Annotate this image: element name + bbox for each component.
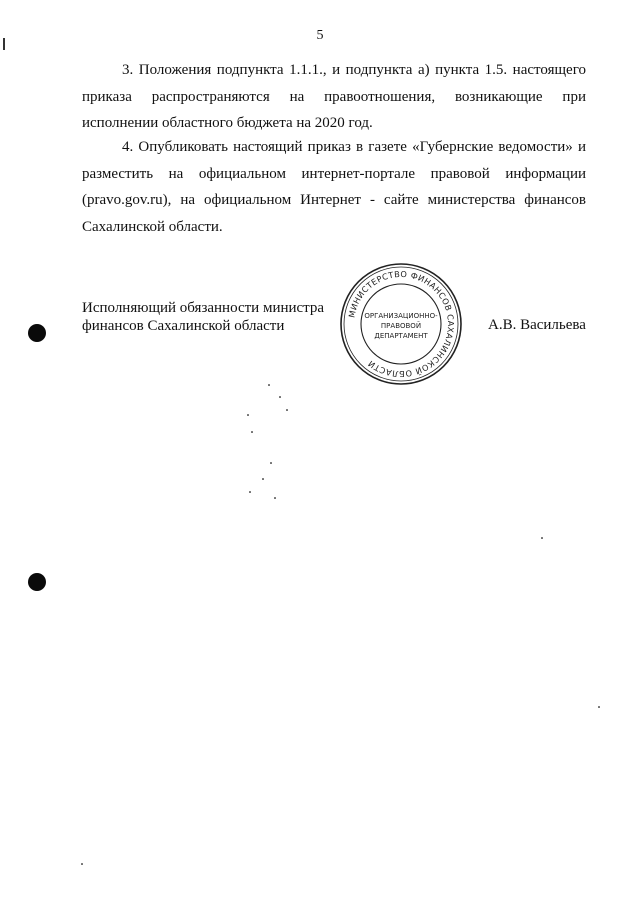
paragraph-3-line-3: исполнении областного бюджета на 2020 год. (82, 115, 373, 131)
signatory-title (82, 299, 324, 335)
stamp-center-line-3: ДЕПАРТАМЕНТ (374, 332, 428, 340)
paragraph-3 (82, 57, 586, 137)
paragraph-3-line-1: 3. Положения подпункта 1.1.1., и подпункта а) пункта 1.5. настоящего (122, 62, 586, 78)
paragraph-4-line-3: (pravo.gov.ru), на официальном Интернет - сайте министерства финансов (82, 192, 586, 208)
paragraph-4 (82, 134, 586, 240)
signatory-title-line-1: Исполняющий обязанности министра (82, 300, 325, 316)
signatory-title-line-2: финансов Сахалинской области (82, 318, 285, 334)
stamp-ring-text: МИНИСТЕРСТВО ФИНАНСОВ САХАЛИНСКОЙ ОБЛАСТИ (346, 268, 457, 380)
stamp-center-line-1: ОРГАНИЗАЦИОННО- (364, 312, 438, 320)
official-stamp (339, 262, 463, 386)
paragraph-4-line-1: 4. Опубликовать настоящий приказ в газете «Губернские ведомости» и (122, 139, 586, 155)
paragraph-4-line-4: Сахалинской области. (82, 218, 223, 235)
paragraph-4-line-2: разместить на официальном интернет-портале правовой информации (82, 165, 586, 182)
page-number: 5 (316, 28, 324, 43)
signatory-name: А.В. Васильева (488, 317, 586, 333)
punch-hole-bottom (28, 573, 46, 591)
punch-hole-top (28, 324, 46, 342)
stamp-center-line-2: ПРАВОВОЙ (380, 322, 422, 330)
paragraph-3-line-2: приказа распространяются на правоотношения, возникающие при (82, 88, 586, 105)
